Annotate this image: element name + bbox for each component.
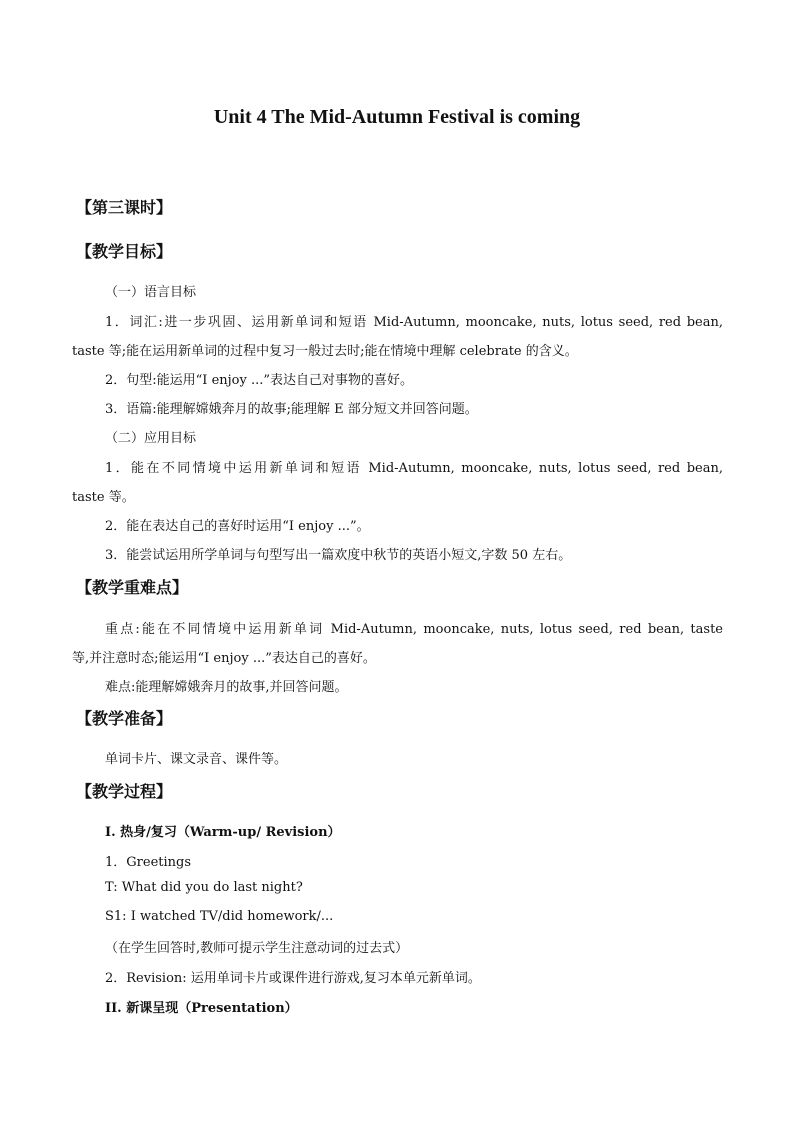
- revision-line: 2．Revision: 运用单词卡片或课件进行游戏,复习本单元新单词。: [105, 971, 481, 986]
- page-title: Unit 4 The Mid-Autumn Festival is coming: [213, 106, 581, 128]
- lesson-label: 【第三课时】: [76, 198, 173, 217]
- preparation-text: 单词卡片、课文录音、课件等。: [105, 752, 288, 767]
- process-heading: 【教学过程】: [76, 782, 173, 801]
- teacher-line: T: What did you do last night?: [105, 880, 303, 895]
- applied-objectives-heading: （二）应用目标: [105, 431, 197, 446]
- difficult-point: 难点:能理解嫦娥奔月的故事,并回答问题。: [105, 680, 348, 695]
- applied-objective1-line1: 1．能在不同情境中运用新单词和短语 Mid-Autumn, mooncake, nuts, lotus seed, red bean,: [105, 461, 723, 476]
- applied-objective3: 3．能尝试运用所学单词与句型写出一篇欢度中秋节的英语小短文,字数 50 左右。: [105, 548, 572, 563]
- text-objective: 3．语篇:能理解嫦娥奔月的故事;能理解 E 部分短文并回答问题。: [105, 402, 478, 417]
- objectives-heading: 【教学目标】: [76, 242, 173, 261]
- applied-objective2: 2．能在表达自己的喜好时运用“I enjoy ...”。: [105, 519, 370, 534]
- key-point-line2: 等,并注意时态;能运用“I enjoy ...”表达自己的喜好。: [72, 651, 376, 666]
- language-objectives-heading: （一）语言目标: [105, 285, 197, 300]
- keypoints-heading: 【教学重难点】: [76, 578, 189, 597]
- student-line: S1: I watched TV/did homework/...: [105, 909, 334, 924]
- key-point-line1: 重点:能在不同情境中运用新单词 Mid-Autumn, mooncake, nuts, lotus seed, red bean, taste: [105, 622, 723, 637]
- pattern-objective: 2．句型:能运用“I enjoy ...”表达自己对事物的喜好。: [105, 373, 414, 388]
- greetings-line: 1．Greetings: [105, 855, 192, 870]
- step-presentation-heading: II. 新课呈现（Presentation）: [105, 1001, 298, 1016]
- applied-objective1-line2: taste 等。: [72, 490, 135, 505]
- teacher-note: （在学生回答时,教师可提示学生注意动词的过去式）: [105, 941, 409, 956]
- vocab-objective-line1: 1．词汇:进一步巩固、运用新单词和短语 Mid-Autumn, mooncake, nuts, lotus seed, red bean,: [105, 315, 723, 330]
- step-warmup-heading: I. 热身/复习（Warm-up/ Revision）: [105, 825, 341, 840]
- preparation-heading: 【教学准备】: [76, 709, 173, 728]
- vocab-objective-line2: taste 等;能在运用新单词的过程中复习一般过去时;能在情境中理解 celebrate 的含义。: [72, 344, 578, 359]
